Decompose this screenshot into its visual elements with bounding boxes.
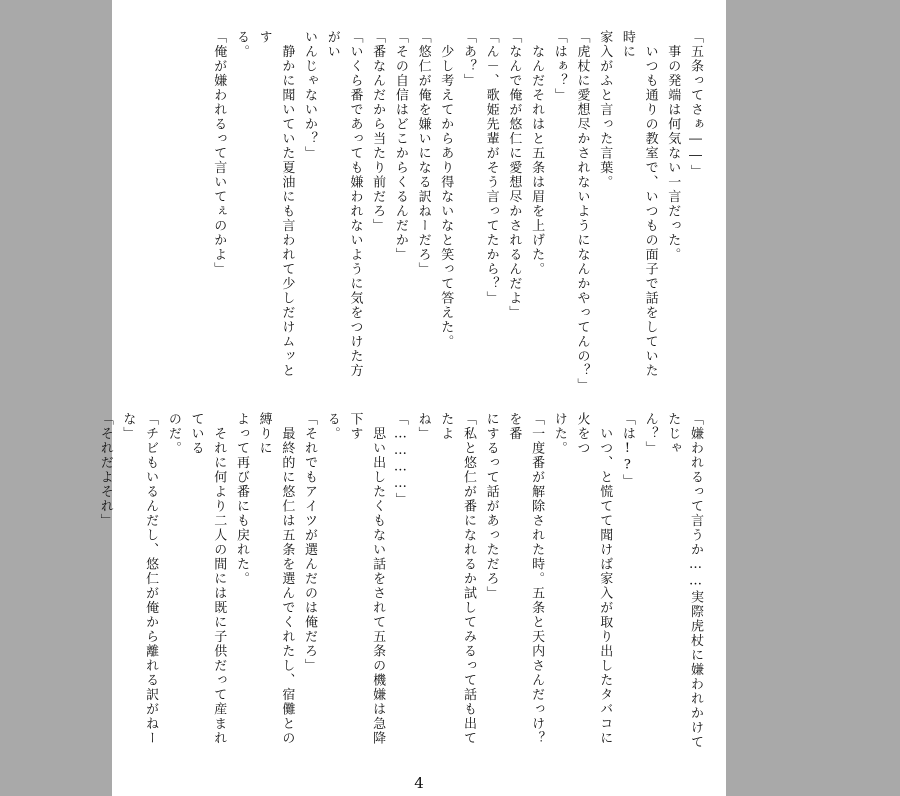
text-line: 「は!?」 — [619, 412, 635, 489]
text-line: 「ん－、歌姫先輩がそう言ってたから？」 — [483, 30, 499, 306]
text-line: 事の発端は何気ない一言だった。 — [665, 30, 681, 262]
text-line: 少し考えてからあり得ないなと笑って答えた。 — [438, 30, 454, 349]
text-line: 「一度番が解除された時。五条と天内さんだっけ？ を番 — [506, 412, 545, 760]
text-line: よって再び番にも戻れた。 — [233, 412, 249, 586]
text-line: 「俺が嫌われるって言いてぇのかよ」 — [211, 30, 227, 277]
viewer-background-right — [726, 0, 900, 796]
text-line: いんじゃないか？」 — [302, 30, 318, 161]
text-line: 思い出したくもない話をされて五条の機嫌は急降下す — [347, 412, 386, 746]
text-line: る。 — [324, 412, 340, 441]
text-line: 「チビもいるんだし、悠仁が俺から離れる訳がねーな」 — [120, 412, 159, 746]
text-line: 最終的に悠仁は五条を選んでくれたし、宿儺との縛りに — [256, 412, 295, 746]
text-line: いつ、と慌てて聞けば家入が取り出したタバコに火をつ — [574, 412, 613, 746]
text-line: 「…………」 — [392, 412, 408, 507]
text-line: にするって話があっただろ」 — [483, 412, 499, 601]
vertical-text-bottom — [93, 412, 706, 760]
text-line: 「悠仁が俺を嫌いになる訳ねーだろ」 — [415, 30, 431, 277]
page-number: 4 — [414, 774, 424, 792]
text-line: 静かに聞いていた夏油にも言われて少しだけムッとす — [256, 30, 295, 378]
text-line: 「嫌われるって言うか……実際虎杖に嫌われかけてたじゃ — [665, 412, 703, 750]
text-block-bottom — [97, 412, 726, 760]
text-line: 「あ？」 — [460, 30, 476, 88]
text-line: 「それでもアイツが選んだのは俺だろ」 — [302, 412, 318, 673]
text-line: 「なんで俺が悠仁に愛想尽かされるんだよ」 — [506, 30, 522, 320]
document-page — [97, 0, 726, 796]
text-line: 「いくら番であっても嫌われないように気をつけた方がい — [324, 30, 363, 378]
text-line: 家入がふと言った言葉。 — [597, 30, 613, 190]
text-line: ん？」 — [642, 412, 658, 456]
text-line: なんだそれはと五条は眉を上げた。 — [529, 30, 545, 277]
text-line: のだ。 — [165, 412, 181, 456]
text-line: 「番なんだから当たり前だろ」 — [370, 30, 386, 233]
text-line: けた。 — [551, 412, 567, 456]
text-line: 「それだよそれ」 — [97, 412, 113, 528]
text-line: 「虎杖に愛想尽かされないようになんかやってんの？」 — [574, 30, 590, 393]
text-line: 「はぁ？」 — [551, 30, 567, 103]
text-line: それに何より二人の間には既に子供だって産まれている — [188, 412, 227, 746]
text-line: 「五条ってさぁ――」 — [688, 30, 703, 179]
text-line: る。 — [233, 30, 249, 59]
text-line: ね」 — [415, 412, 431, 441]
text-line: いつも通りの教室で、いつもの面子で話をしていた時に — [619, 30, 658, 378]
text-line: 「その自信はどこからくるんだか」 — [392, 30, 408, 262]
text-block-top — [112, 30, 726, 393]
text-line: 「私と悠仁が番になれるか試してみるって話も出てたよ — [438, 412, 476, 746]
vertical-text-top — [207, 30, 706, 393]
